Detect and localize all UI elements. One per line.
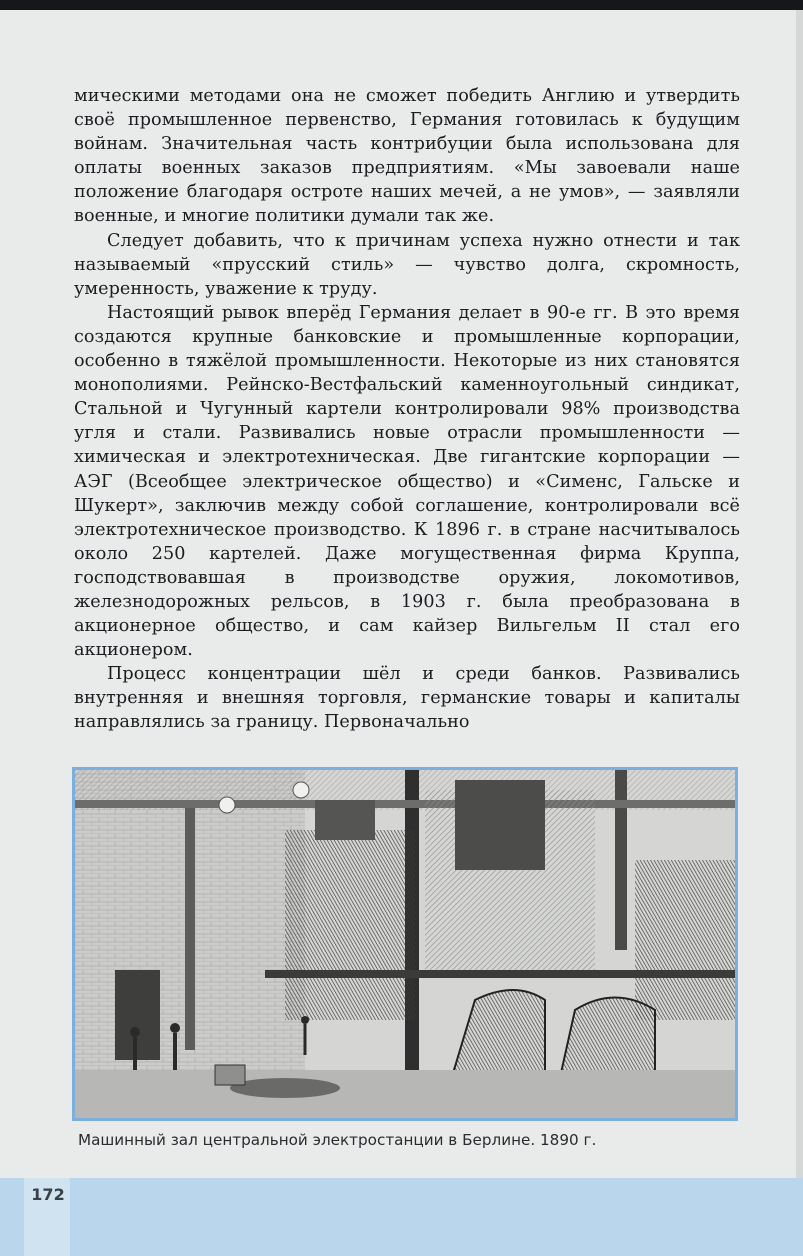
paragraph-3: Настоящий рывок вперёд Германия делает в 90-е гг. В это время создаются крупные банковские и промышленные корпорации, особенно в тяжёлой промышленности. Некоторые из них становятся монополиями. Рейнско-Вестфальский каменноугольный синдикат, Стальной и Чугунный картели контролировали 98% производства угля и стали. Развивались новые отрасли промышленности — химическая и электротехническая. Две гигантские корпорации — АЭГ (Всеобщее электрическое общество) и «Сименс, Гальске и Шукерт», заключив между собой соглашение, контролировали всё электротехническое производство. К 1896 г. в стране насчитывалось около 250 картелей. Даже могущественная фирма Круппа, господствовавшая в производстве оружия, локомотивов, железнодорожных рельсов, в 1903 г. была преобразована в акционерное общество, и сам кайзер Вильгельм II стал его акционером. — [74, 302, 740, 661]
page-number: 172 — [31, 1185, 65, 1204]
paragraph-2: Следует добавить, что к причинам успеха нужно отнести и так называемый «прусский стиль» — чувство долга, скромность, умеренность, уважение к труду. — [74, 230, 740, 299]
body-text — [74, 84, 740, 735]
paragraph-4: Процесс концентрации шёл и среди банков. Развивались внутренняя и внешняя торговля, германские товары и капиталы направлялись за границу. Первоначально — [74, 664, 740, 733]
engraving-illustration — [75, 770, 735, 1118]
top-edge-bar — [0, 0, 803, 10]
figure-caption: Машинный зал центральной электростанции в Берлине. 1890 г. — [78, 1131, 597, 1149]
paragraph-1: мическими методами она не сможет победить Англию и утвердить своё промышленное первенство, Германия готовилась к будущим войнам. Значительная часть контрибуции была использована для оплаты военных заказов предприятиям. «Мы завоевали наше положение благодаря остроте наших мечей, а не умов», — заявляли военные, и многие политики думали так же. — [74, 86, 740, 227]
page-edge-shadow — [796, 10, 803, 1178]
illustration-machine-hall — [72, 767, 738, 1121]
footer-band — [0, 1178, 803, 1256]
